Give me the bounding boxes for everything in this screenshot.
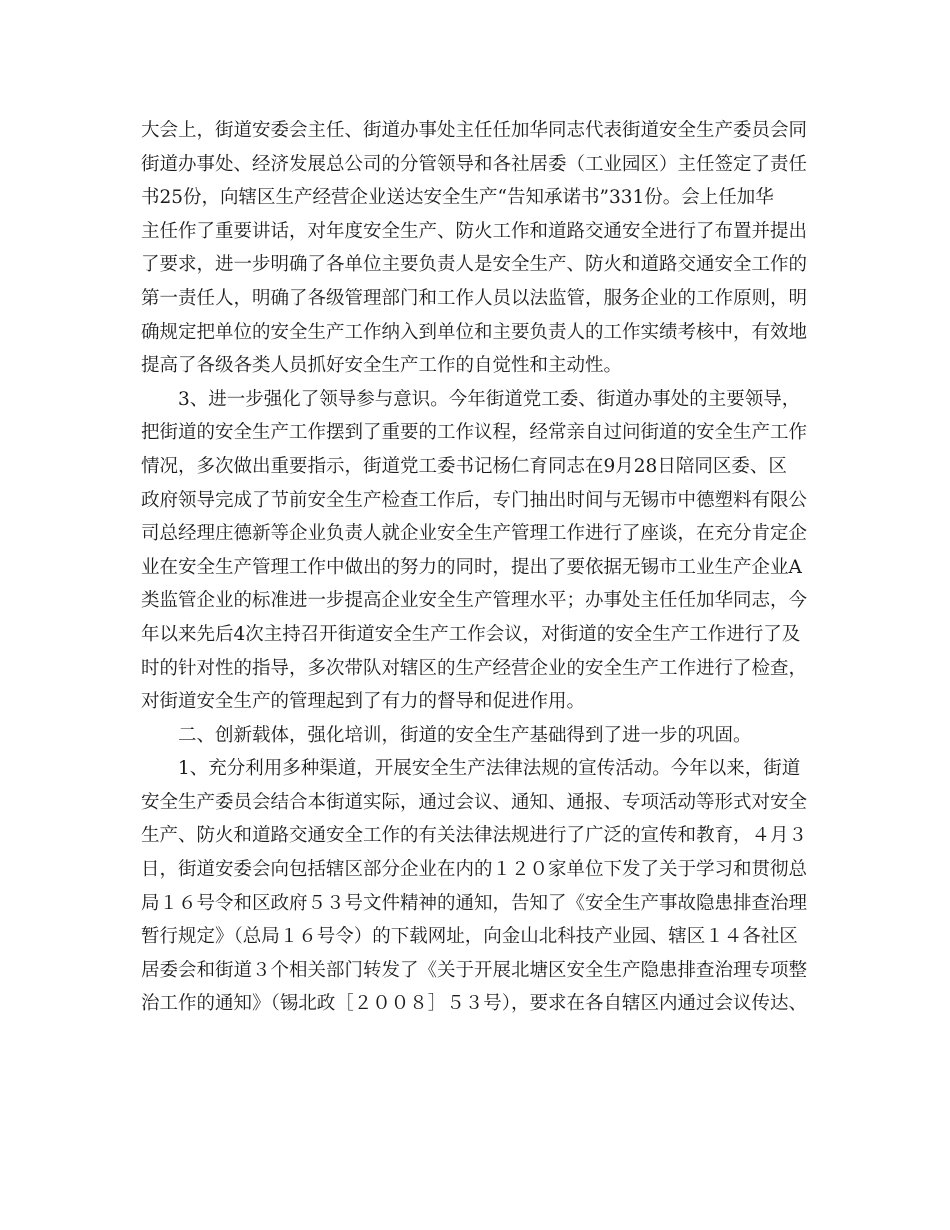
text-line: 书25份，向辖区生产经营企业送达安全生产“告知承诺书”331份。会上任加华 xyxy=(141,187,774,209)
text-line: 把街道的安全生产工作摆到了重要的工作议程，经常亲自过问街道的安全生产工作 xyxy=(141,422,808,444)
body-text xyxy=(141,114,821,1021)
text-line: 提高了各级各类人员抓好安全生产工作的自觉性和主动性。 xyxy=(141,355,623,377)
text-line: 局１６号令和区政府５３号文件精神的通知，告知了《安全生产事故隐患排查治理 xyxy=(141,892,808,914)
text-line: 时的针对性的指导，多次带队对辖区的生产经营企业的安全生产工作进行了检查， xyxy=(141,657,808,679)
text-line: 主任作了重要讲话，对年度安全生产、防火工作和道路交通安全进行了布置并提出 xyxy=(141,220,808,242)
text-line: 日，街道安委会向包括辖区部分企业在内的１２０家单位下发了关于学习和贯彻总 xyxy=(141,859,808,881)
text-line: 对街道安全生产的管理起到了有力的督导和促进作用。 xyxy=(141,691,586,713)
text-line: 年以来先后4次主持召开街道安全生产工作会议，对街道的安全生产工作进行了及 xyxy=(141,623,801,645)
text-line: 生产、防火和道路交通安全工作的有关法律法规进行了广泛的宣传和教育，４月３ xyxy=(141,825,808,847)
text-line: 司总经理庄德新等企业负责人就企业安全生产管理工作进行了座谈，在充分肯定企 xyxy=(141,523,808,545)
text-line: 政府领导完成了节前安全生产检查工作后，专门抽出时间与无锡市中德塑料有限公 xyxy=(141,489,808,511)
text-line: 第一责任人，明确了各级管理部门和工作人员以法监管，服务企业的工作原则，明 xyxy=(141,287,808,309)
text-line: 大会上，街道安委会主任、街道办事处主任任加华同志代表街道安全生产委员会同 xyxy=(141,120,808,141)
text-line: 二、创新载体，强化培训，街道的安全生产基础得到了进一步的巩固。 xyxy=(178,724,752,746)
text-line: 居委会和街道３个相关部门转发了《关于开展北塘区安全生产隐患排查治理专项整 xyxy=(141,959,808,981)
text-line: 治工作的通知》（锡北政［２００８］５３号），要求在各自辖区内通过会议传达、 xyxy=(141,993,808,1015)
text-line: 暂行规定》（总局１６号令）的下载网址，向金山北科技产业园、辖区１４各社区 xyxy=(141,926,798,948)
text-line: 1、充分利用多种渠道，开展安全生产法律法规的宣传活动。今年以来，街道 xyxy=(178,758,801,780)
text-line: 3、进一步强化了领导参与意识。今年街道党工委、街道办事处的主要领导， xyxy=(178,388,801,410)
text-line: 街道办事处、经济发展总公司的分管领导和各社居委（工业园区）主任签定了责任 xyxy=(141,153,808,175)
text-line: 确规定把单位的安全生产工作纳入到单位和主要负责人的工作实绩考核中，有效地 xyxy=(141,321,808,343)
text-line: 业在安全生产管理工作中做出的努力的同时，提出了要依据无锡市工业生产企业A xyxy=(141,556,802,578)
text-line: 类监管企业的标准进一步提高企业安全生产管理水平；办事处主任任加华同志，今 xyxy=(141,590,808,612)
text-line: 安全生产委员会结合本街道实际，通过会议、通知、通报、专项活动等形式对安全 xyxy=(141,791,808,813)
text-line: 情况，多次做出重要指示，街道党工委书记杨仁育同志在9月28日陪同区委、区 xyxy=(141,455,787,477)
text-line: 了要求，进一步明确了各单位主要负责人是安全生产、防火和道路交通安全工作的 xyxy=(141,254,808,276)
